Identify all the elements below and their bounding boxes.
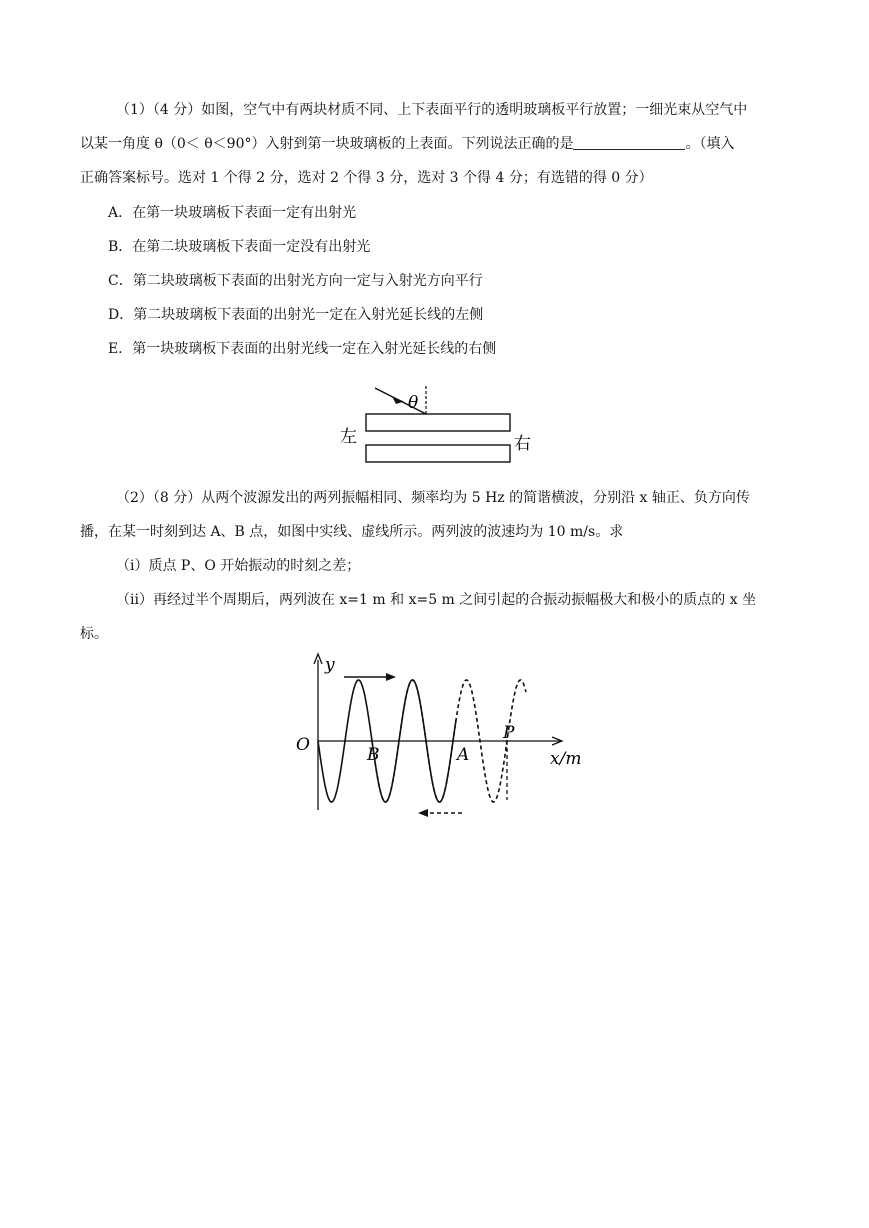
q1-line-1: （1）（4 分）如图，空气中有两块材质不同、上下表面平行的透明玻璃板平行放置；一细光束从空气中 <box>116 102 748 118</box>
option-b: B．在第二块玻璃板下表面一定没有出射光 <box>108 239 371 255</box>
point-a-label: A <box>457 745 470 765</box>
glass-plate-2 <box>366 445 510 462</box>
q2-sub-2-cont: 标。 <box>80 626 108 642</box>
q1-line-2-text: 以某一角度 θ（0＜ θ＜90°）入射到第一块玻璃板的上表面。下列说法正确的是 <box>80 136 574 152</box>
option-d: D．第二块玻璃板下表面的出射光一定在入射光延长线的左侧 <box>108 307 484 323</box>
q1-line-2-end: 。（填入 <box>685 136 735 152</box>
right-label: 右 <box>514 434 531 454</box>
q1-line-3: 正确答案标号。选对 1 个得 2 分，选对 2 个得 3 分，选对 3 个得 4 分；有选错的得 0 分） <box>80 170 653 186</box>
left-label: 左 <box>340 427 357 447</box>
x-axis-label: x/m <box>550 749 582 769</box>
option-c: C．第二块玻璃板下表面的出射光方向一定与入射光方向平行 <box>108 273 483 289</box>
option-a: A．在第一块玻璃板下表面一定有出射光 <box>108 205 357 221</box>
point-b-label: B <box>367 745 380 765</box>
theta-label: θ <box>408 393 419 413</box>
q2-sub-2: （ii）再经过半个周期后，两列波在 x=1 m 和 x=5 m 之间引起的合振动振幅极大和极小的质点的 x 坐 <box>116 592 757 608</box>
glass-plate-1 <box>366 414 510 431</box>
origin-label: O <box>296 735 310 755</box>
point-p-label: P <box>503 723 515 743</box>
answer-blank[interactable] <box>573 135 685 150</box>
q2-line-1: （2）（8 分）从两个波源发出的两列振幅相同、频率均为 5 Hz 的简谐横波，分别沿 x 轴正、负方向传 <box>116 490 750 506</box>
y-axis-label: y <box>325 655 335 675</box>
q2-line-2: 播，在某一时刻到达 A、B 点，如图中实线、虚线所示。两列波的波速均为 10 m/s。求 <box>80 524 624 540</box>
wave-figure <box>290 650 590 820</box>
q2-sub-1: （i）质点 P、O 开始振动的时刻之差； <box>116 558 361 574</box>
incident-arrow-icon <box>392 397 404 405</box>
option-e: E．第一块玻璃板下表面的出射光线一定在入射光延长线的右侧 <box>108 341 497 357</box>
q1-line-2 <box>80 135 734 153</box>
left-arrow-icon <box>418 809 428 817</box>
right-arrow-icon <box>386 673 396 681</box>
glass-plates-figure <box>330 378 550 470</box>
